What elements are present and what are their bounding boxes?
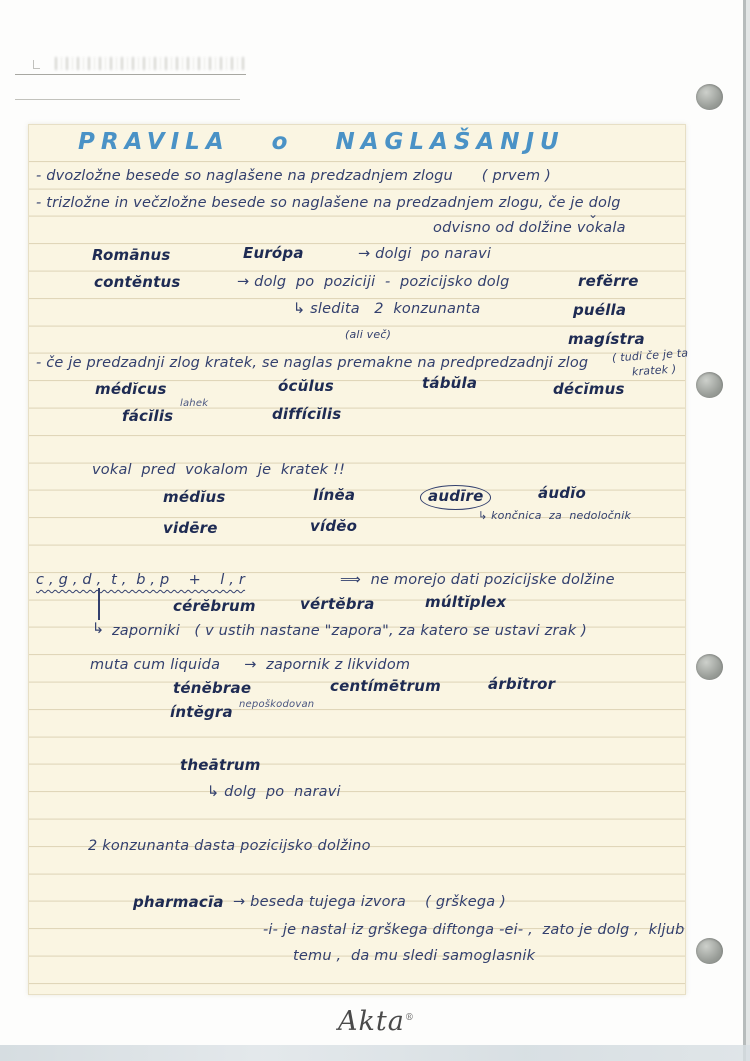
note-dolg-po-poziciji: → dolg po poziciji - pozicijsko dolg (237, 274, 510, 290)
rule-2-konzunanta: 2 konzunanta dasta pozicijsko dolžino (88, 838, 371, 854)
word-videre: vidēre (163, 519, 218, 537)
word-medius: médĭus (163, 488, 226, 506)
note-beseda-tujega-izvora: → beseda tujega izvora ( grškega ) (233, 894, 507, 910)
registered-mark-icon: ® (404, 1013, 415, 1023)
scan-bottom-band (0, 1045, 750, 1061)
punch-hole-4 (696, 938, 723, 964)
rule-trizlozne: - trizložne in večzložne besede so naglašene na predzadnjem zlogu, če je dolg (36, 195, 621, 211)
word-integra: íntĕgra (170, 703, 233, 721)
note-zaporniki: zaporniki ( v ustih nastane "zapora", za katero se ustavi zrak ) (112, 623, 587, 639)
note-sledita-konzunanta: ↳ sledita 2 konzunanta (293, 301, 481, 317)
rule-muta-cum-liquida: muta cum liquida → zapornik z likvidom (90, 657, 411, 673)
word-pharmacia: pharmacīa (133, 893, 224, 911)
connector-line (98, 588, 100, 620)
rule-kratek-zlog: - če je predzadnji zlog kratek, se naglas premakne na predpredzadnji zlog (36, 355, 589, 371)
top-ruled-line (15, 74, 246, 75)
scan-right-edge-light (746, 0, 750, 1061)
punch-hole-3 (696, 654, 723, 680)
punch-hole-2 (696, 372, 723, 398)
gloss-nepoSkodovan: nepoškodovan (239, 699, 315, 710)
brand-name: Akta (338, 1006, 405, 1037)
word-multiplex: múltĭplex (425, 593, 507, 611)
word-oculus: ócŭlus (278, 377, 334, 395)
word-audio: áudĭo (538, 484, 586, 502)
note-koncnica-nedolocnik: ↳ končnica za nedoločnik (478, 509, 632, 522)
note-dolgi-po-naravi: → dolgi po naravi (358, 246, 492, 262)
rule-dvozlozne: - dvozložne besede so naglašene na predzadnjem zlogu ( prvem ) (36, 168, 551, 184)
word-romanus: Romānus (92, 246, 171, 264)
note-diftong-line2: temu , da mu sledi samoglasnik (293, 948, 536, 964)
word-decimus: décĭmus (553, 380, 625, 398)
word-puella: puélla (573, 301, 627, 319)
note-ali-vec: (ali več) (345, 328, 392, 341)
word-europa: Európa (243, 244, 304, 262)
word-cerebrum: cérĕbrum (173, 597, 256, 615)
word-audire-circled: audīre (420, 485, 491, 510)
word-contentus: contĕntus (94, 273, 181, 291)
word-linea: línĕa (313, 486, 356, 504)
scan-right-edge (743, 0, 746, 1061)
top-ruled-line-2 (15, 99, 240, 100)
gloss-lahek: lahek (180, 398, 209, 409)
word-theatrum: theātrum (180, 756, 261, 774)
side-note-line1: ( tudi če je ta (611, 346, 689, 365)
word-facilis: fácĭlis (122, 407, 174, 425)
arrow-zaporniki: ↳ (92, 621, 110, 637)
caret-mark: ⌄ (588, 207, 599, 221)
word-centimetrum: centímētrum (330, 677, 441, 695)
letters-muta: c , g , d , t , b , p + l , r (36, 572, 246, 588)
word-tenebrae: ténĕbrae (173, 679, 252, 697)
rule-vokal-pred-vokalom: vokal pred vokalom je kratek !! (92, 462, 346, 478)
word-arbitror: árbĭtror (488, 675, 556, 693)
word-vertebra: vértĕbra (300, 595, 375, 613)
note-diftong-line1: -i- je nastal iz grškega diftonga -ei- , zato je dolg , kljub (263, 922, 685, 938)
word-magistra: magístra (568, 330, 645, 348)
word-referre: refĕrre (578, 272, 639, 290)
ink-bleedthrough-smudge (55, 57, 245, 70)
note-odvisno: odvisno od dolžine vokala (433, 220, 626, 236)
word-video: vídĕo (310, 517, 358, 535)
word-tabula: tábŭla (422, 374, 478, 392)
page-title: PRAVILA o NAGLAŠANJU (78, 129, 565, 155)
word-medicus: médĭcus (95, 380, 167, 398)
brand-logo (338, 1006, 415, 1037)
corner-mark (33, 60, 40, 69)
note-dolg-po-naravi-2: ↳ dolg po naravi (207, 784, 341, 800)
rule-ne-morejo-dati: ⟹ ne morejo dati pozicijske dolžine (340, 572, 615, 588)
word-difficilis: diffícĭlis (272, 405, 342, 423)
punch-hole-1 (696, 84, 723, 110)
side-note-line2: kratek ) (631, 362, 677, 379)
